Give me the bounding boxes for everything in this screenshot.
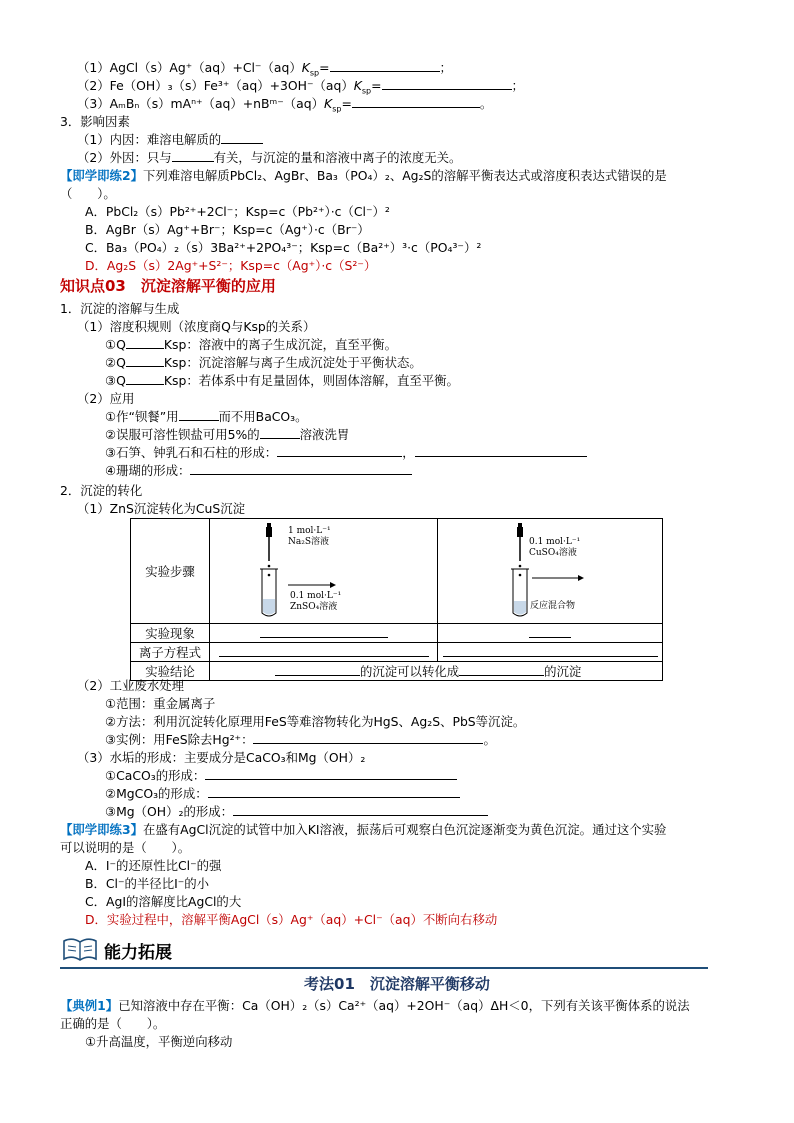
option-c[interactable]: C．Ba₃（PO₄）₂（s）3Ba²⁺+2PO₄³⁻；Ksp=c（Ba²⁺）³·c（PO₄³⁻）² xyxy=(85,240,482,255)
application-3: ③石笋、钟乳石和石柱的形成： ， xyxy=(105,444,587,461)
factor-internal: （1）内因：难溶电解质的 xyxy=(77,131,263,148)
reagent-label: 0.1 mol·L⁻¹ ZnSO₄溶液 xyxy=(290,591,342,612)
answer-cell[interactable] xyxy=(210,643,438,662)
scale-title: （3）水垢的形成：主要成分是CaCO₃和Mg（OH）₂ xyxy=(77,750,366,765)
blank[interactable] xyxy=(126,354,164,367)
row-label-conclusion: 实验结论 xyxy=(131,662,210,681)
ksp-feoh3-line: $(2)Fe(OH)_3(s)Fe^{3+}(aq)+3OH^-(aq)K_{sp}=$ ； xyxy=(77,78,524,96)
scale-mgco3: ②MgCO₃的形成： xyxy=(105,785,460,802)
rule-2: ②Q Ksp：沉淀溶解与离子生成沉淀处于平衡状态。 xyxy=(105,355,422,370)
ksp-agcl-line: $(1)AgCl(s)Ag^+(aq)+Cl^-(aq)K_{sp}=$ ； xyxy=(77,60,452,78)
option-b[interactable]: B．Cl⁻的半径比I⁻的小 xyxy=(85,876,210,891)
answer-cell[interactable] xyxy=(438,624,663,643)
blank[interactable] xyxy=(277,444,402,457)
exercise-2: 【即学即练2】下列难溶电解质PbCl₂、AgBr、Ba₃（PO₄）₂、Ag₂S的溶解平衡表达式或溶度积表达式错误的是 xyxy=(60,168,667,183)
row-label-equation: 离子方程式 xyxy=(131,643,210,662)
application-2: ②误服可溶性钡盐可用5%的 溶液洗胃 xyxy=(105,427,350,442)
wastewater-method: ②方法：利用沉淀转化原理用FeS等难溶物转化为HgS、Ag₂S、PbS等沉淀。 xyxy=(105,714,526,729)
factor-external: （2）外因：只与 有关，与沉淀的量和溶液中离子的浓度无关。 xyxy=(77,150,462,165)
option-a[interactable]: A．PbCl₂（s）Pb²⁺+2Cl⁻；Ksp=c（Pb²⁺）·c（Cl⁻）² xyxy=(85,204,390,219)
blank[interactable] xyxy=(190,462,412,475)
right-apparatus xyxy=(438,519,663,624)
reagent-label: 反应混合物 xyxy=(530,601,576,611)
wastewater-scope: ①范围：重金属离子 xyxy=(105,696,216,711)
blank[interactable] xyxy=(205,767,457,780)
ksp-ambn-line: $(3)A_mB_n(s)mA^{n+}(aq)+nBᵐ^-(aq)K_{sp}=$ 。 xyxy=(77,96,493,114)
blank[interactable] xyxy=(233,803,488,816)
blank[interactable] xyxy=(352,95,480,108)
row-label-phenomenon: 实验现象 xyxy=(131,624,210,643)
section-2: 2．沉淀的转化 xyxy=(60,483,143,498)
application-1: ①作“钡餐”用 而不用BaCO₃。 xyxy=(105,409,308,424)
answer-cell[interactable] xyxy=(438,643,663,662)
blank[interactable] xyxy=(330,59,440,72)
option-c[interactable]: C．AgI的溶解度比AgCl的大 xyxy=(85,894,242,909)
blank[interactable] xyxy=(179,408,219,421)
factor-title: 3．影响因素 xyxy=(60,114,130,129)
section-1: 1．沉淀的溶解与生成 xyxy=(60,301,180,316)
example-option-1: ①升高温度，平衡逆向移动 xyxy=(85,1034,233,1049)
blank[interactable] xyxy=(126,336,164,349)
reagent-label: 0.1 mol·L⁻¹ CuSO₄溶液 xyxy=(529,537,581,558)
left-apparatus xyxy=(210,519,438,624)
zns-to-cus: （1）ZnS沉淀转化为CuS沉淀 xyxy=(77,501,245,516)
solubility-rule: （1）溶度积规则（浓度商Q与Ksp的关系） xyxy=(77,319,316,334)
book-icon xyxy=(62,935,98,966)
wastewater-title: （2）工业废水处理 xyxy=(77,678,185,693)
option-b[interactable]: B．AgBr（s）Ag⁺+Br⁻；Ksp=c（Ag⁺）·c（Br⁻） xyxy=(85,222,370,237)
exercise-2-paren: （ ）。 xyxy=(60,186,116,201)
experiment-table xyxy=(130,518,663,681)
blank[interactable] xyxy=(126,372,164,385)
exercise-3: 【即学即练3】在盛有AgCl沉淀的试管中加入KI溶液，振荡后可观察白色沉淀逐渐变为黄色沉淀。通过这个实验 xyxy=(60,822,667,837)
application-title: （2）应用 xyxy=(77,391,135,406)
method-title: 考法01 沉淀溶解平衡移动 xyxy=(304,975,490,993)
reagent-label: 1 mol·L⁻¹ Na₂S溶液 xyxy=(288,526,331,547)
rule-3: ③Q Ksp：若体系中有足量固体，则固体溶解，直至平衡。 xyxy=(105,373,459,388)
example-1: 【典例1】已知溶液中存在平衡：Ca（OH）₂（s）Ca²⁺（aq）+2OH⁻（aq）ΔH＜0，下列有关该平衡体系的说法 xyxy=(60,998,690,1013)
option-a[interactable]: A．I⁻的还原性比Cl⁻的强 xyxy=(85,858,222,873)
application-4: ④珊瑚的形成： xyxy=(105,462,412,479)
blank[interactable] xyxy=(415,444,587,457)
answer-cell[interactable] xyxy=(210,624,438,643)
rule-1: ①Q Ksp：溶液中的离子生成沉淀，直至平衡。 xyxy=(105,337,397,352)
scale-caco3: ①CaCO₃的形成： xyxy=(105,767,457,784)
option-d-answer[interactable]: D．Ag₂S（s）2Ag⁺+S²⁻；Ksp=c（Ag⁺）·c（S²⁻） xyxy=(85,258,377,273)
section-divider xyxy=(60,967,708,969)
example-1-cont: 正确的是（ ）。 xyxy=(60,1016,166,1031)
blank[interactable] xyxy=(221,131,263,144)
blank[interactable] xyxy=(382,77,512,90)
option-d-answer[interactable]: D．实验过程中，溶解平衡AgCl（s）Ag⁺（aq）+Cl⁻（aq）不断向右移动 xyxy=(85,912,498,927)
blank[interactable] xyxy=(172,149,214,162)
blank[interactable] xyxy=(208,785,460,798)
knowledge-point-03: 知识点03 沉淀溶解平衡的应用 xyxy=(60,277,276,295)
row-label-steps: 实验步骤 xyxy=(131,519,210,624)
blank[interactable] xyxy=(260,426,300,439)
conclusion-cell[interactable]: 的沉淀可以转化成 的沉淀 xyxy=(210,662,663,681)
ability-title: 能力拓展 xyxy=(104,943,172,963)
scale-mgoh2: ③Mg（OH）₂的形成： xyxy=(105,803,488,820)
wastewater-example: ③实例：用FeS除去Hg²⁺： 。 xyxy=(105,732,496,747)
blank[interactable] xyxy=(253,731,483,744)
exercise-3-cont: 可以说明的是（ ）。 xyxy=(60,840,191,855)
